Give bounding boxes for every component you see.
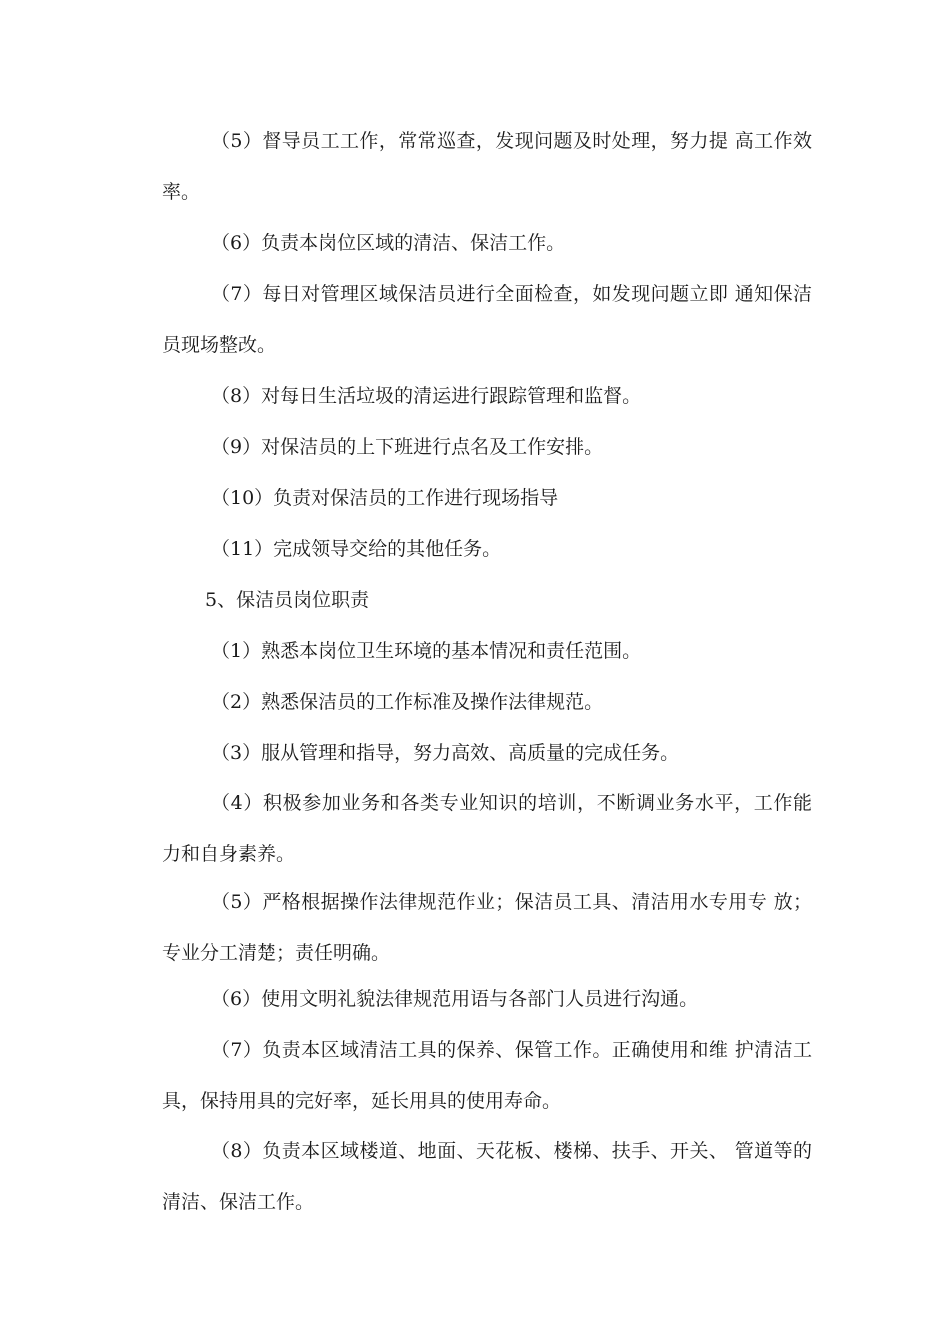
paragraph-cleaner-duty-6: （6）使用文明礼貌法律规范用语与各部门人员进行沟通。 [211, 988, 699, 1010]
paragraph-duty-8: （8）对每日生活垃圾的清运进行跟踪管理和监督。 [211, 385, 642, 407]
paragraph-duty-10: （10）负责对保洁员的工作进行现场指导 [211, 487, 559, 509]
section-heading-cleaner-duties: 5、保洁员岗位职责 [205, 589, 370, 611]
paragraph-duty-9: （9）对保洁员的上下班进行点名及工作安排。 [211, 436, 604, 458]
paragraph-duty-7: （7）每日对管理区域保洁员进行全面检查，如发现问题立即 通知保洁员现场整改。 [162, 283, 812, 356]
paragraph-cleaner-duty-3: （3）服从管理和指导，努力高效、高质量的完成任务。 [211, 742, 680, 764]
paragraph-cleaner-duty-5: （5）严格根据操作法律规范作业；保洁员工具、清洁用水专用专 放；专业分工清楚；责任明确。 [162, 891, 812, 964]
paragraph-cleaner-duty-2: （2）熟悉保洁员的工作标准及操作法律规范。 [211, 691, 604, 713]
paragraph-cleaner-duty-1: （1）熟悉本岗位卫生环境的基本情况和责任范围。 [211, 640, 642, 662]
paragraph-cleaner-duty-4: （4）积极参加业务和各类专业知识的培训，不断调业务水平，工作能力和自身素养。 [162, 792, 812, 865]
paragraph-duty-5: （5）督导员工工作，常常巡查，发现问题及时处理，努力提 高工作效率。 [162, 130, 812, 203]
paragraph-cleaner-duty-7: （7）负责本区域清洁工具的保养、保管工作。正确使用和维 护清洁工具，保持用具的完好率，延长用具的使用寿命。 [162, 1039, 812, 1112]
paragraph-duty-6: （6）负责本岗位区域的清洁、保洁工作。 [211, 232, 566, 254]
paragraph-duty-11: （11）完成领导交给的其他任务。 [211, 538, 502, 560]
paragraph-cleaner-duty-8: （8）负责本区域楼道、地面、天花板、楼梯、扶手、开关、 管道等的清洁、保洁工作。 [162, 1140, 812, 1213]
